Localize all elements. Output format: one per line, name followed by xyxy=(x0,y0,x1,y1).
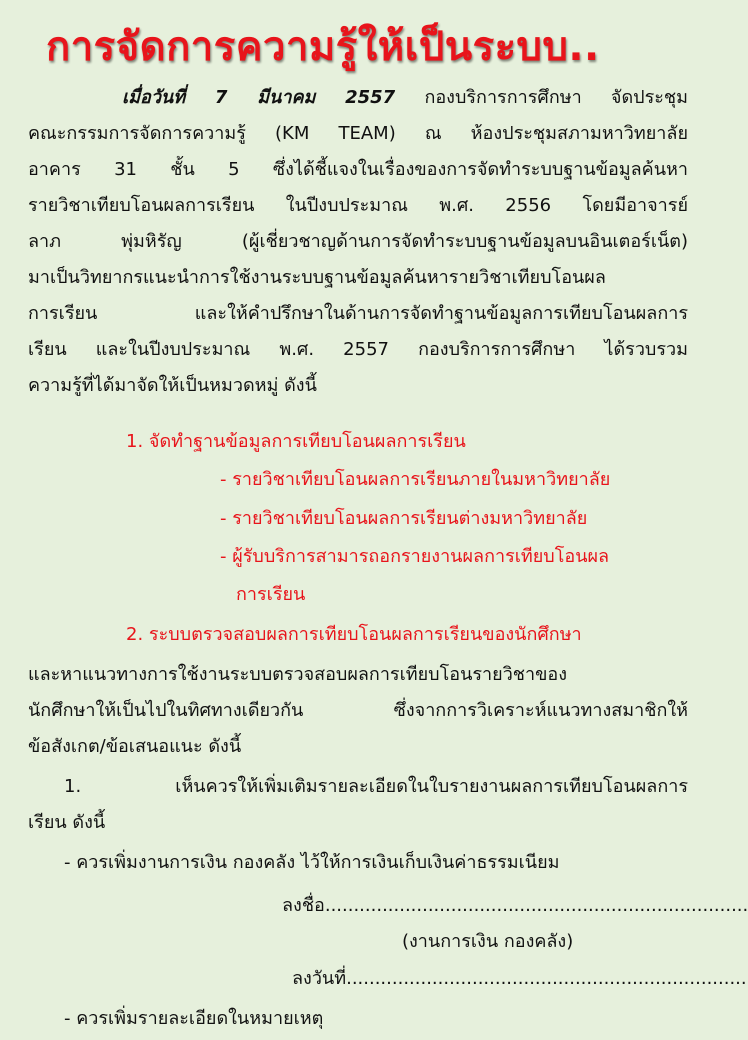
intro-line: กองบริการการศึกษา จัดประชุม xyxy=(424,87,688,108)
intro-line: เรียน และในปีงบประมาณ พ.ศ. 2557 กองบริการการศึกษา ได้รวบรวม xyxy=(28,339,688,360)
section1-item-cont: การเรียน xyxy=(236,584,306,605)
section1-heading: 1. จัดทำฐานข้อมูลการเทียบโอนผลการเรียน xyxy=(126,431,466,452)
signature-role: (งานการเงิน กองคลัง) xyxy=(402,931,574,952)
intro-line: มาเป็นวิทยากรแนะนำการใช้งานระบบฐานข้อมูลค้นหารายวิชาเทียบโอนผล xyxy=(28,267,606,288)
page-title: การจัดการความรู้ให้เป็นระบบ.. xyxy=(46,24,600,70)
section2-heading: 2. ระบบตรวจสอบผลการเทียบโอนผลการเรียนของนักศึกษา xyxy=(126,624,582,645)
intro-line: คณะกรรมการจัดการความรู้ (KM TEAM) ณ ห้องประชุมสภามหาวิทยาลัย xyxy=(28,123,688,144)
signature-date-line: ลงวันที่...................................................................... xyxy=(292,968,747,989)
intro-line: อาคาร 31 ชั้น 5 ซึ่งได้ชี้แจงในเรื่องของการจัดทำระบบฐานข้อมูลค้นหา xyxy=(28,159,688,180)
suggestion-item-cont: เรียน ดังนี้ xyxy=(28,812,106,833)
suggestion-bullet: - ควรเพิ่มรายละเอียดในหมายเหตุ xyxy=(64,1008,324,1029)
section1-item: - ผู้รับบริการสามารถอกรายงานผลการเทียบโอนผล xyxy=(220,546,610,567)
suggestion-item: 1. เห็นควรให้เพิ่มเติมรายละเอียดในใบรายงานผลการเทียบโอนผลการ xyxy=(64,776,688,797)
signature-line: ลงชื่อ.......................................................................... xyxy=(282,895,748,916)
intro-date: เมื่อวันที่ 7 มีนาคม 2557 xyxy=(122,87,396,108)
section2-line: ข้อสังเกต/ข้อเสนอแนะ ดังนี้ xyxy=(28,736,242,757)
intro-first-line xyxy=(122,85,688,111)
section1-item: - รายวิชาเทียบโอนผลการเรียนภายในมหาวิทยาลัย xyxy=(220,469,611,490)
intro-line: รายวิชาเทียบโอนผลการเรียน ในปีงบประมาณ พ.ศ. 2556 โดยมีอาจารย์ xyxy=(28,195,688,216)
intro-line: ลาภ พุ่มหิรัญ (ผู้เชี่ยวชาญด้านการจัดทำระบบฐานข้อมูลบนอินเตอร์เน็ต) xyxy=(28,231,688,252)
intro-line: การเรียน และให้คำปรึกษาในด้านการจัดทำฐานข้อมูลการเทียบโอนผลการ xyxy=(28,303,688,324)
intro-line: ความรู้ที่ได้มาจัดให้เป็นหมวดหมู่ ดังนี้ xyxy=(28,375,317,396)
suggestion-bullet: - ควรเพิ่มงานการเงิน กองคลัง ไว้ให้การเงินเก็บเงินค่าธรรมเนียม xyxy=(64,852,560,873)
section2-line: นักศึกษาให้เป็นไปในทิศทางเดียวกัน ซึ่งจากการวิเคราะห์แนวทางสมาชิกให้ xyxy=(28,700,688,721)
section1-item: - รายวิชาเทียบโอนผลการเรียนต่างมหาวิทยาลัย xyxy=(220,508,588,529)
section2-line: และหาแนวทางการใช้งานระบบตรวจสอบผลการเทียบโอนรายวิชาของ xyxy=(28,664,568,685)
